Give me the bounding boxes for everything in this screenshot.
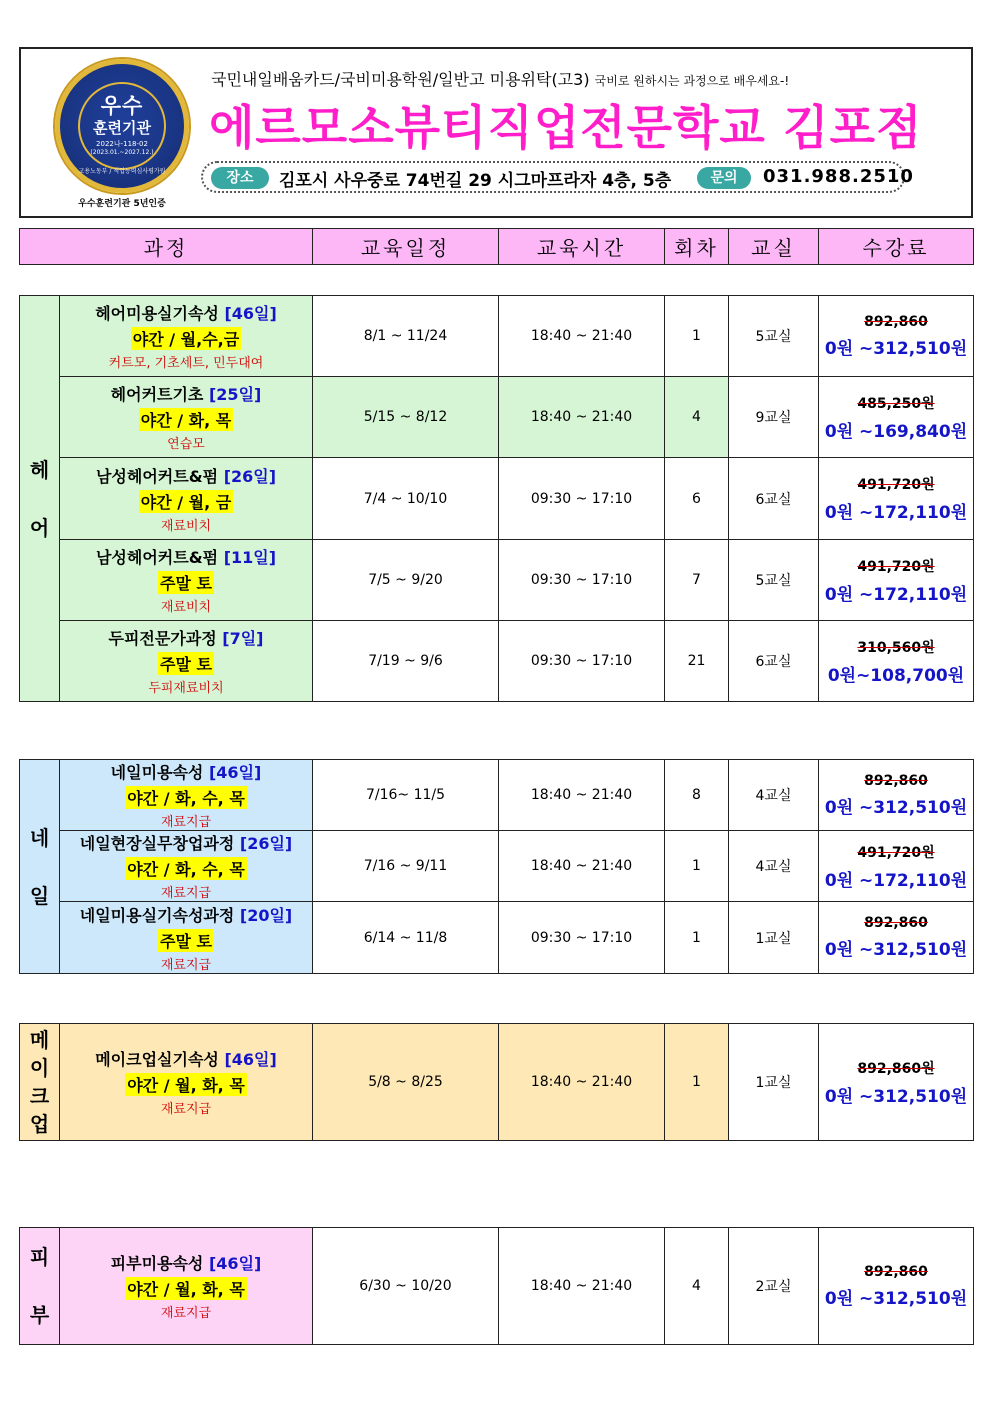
schedule-badge: 야간 / 월, 화, 목 — [125, 1277, 247, 1300]
course-cell — [60, 540, 313, 621]
course-days: [25일] — [208, 385, 262, 404]
room-cell: 5교실 — [729, 540, 819, 621]
room-cell: 6교실 — [729, 621, 819, 702]
round-cell: 4 — [665, 377, 729, 458]
section-table-1 — [19, 295, 974, 702]
period-cell: 7/5 ~ 9/20 — [313, 540, 499, 621]
course-cell — [60, 1024, 313, 1141]
fee-cell — [819, 760, 974, 831]
schedule-badge: 주말 토 — [158, 652, 214, 675]
course-title — [60, 464, 312, 487]
seal-line1: 우수 — [100, 94, 144, 118]
course-name: 네일미용속성 — [110, 763, 204, 782]
original-fee: 892,860 — [864, 1263, 928, 1280]
course-row — [20, 1024, 974, 1141]
course-row — [20, 540, 974, 621]
room-cell: 1교실 — [729, 1024, 819, 1141]
room-cell: 2교실 — [729, 1228, 819, 1345]
schedule-badge: 야간 / 화, 수, 목 — [125, 857, 247, 880]
material-note: 연습모 — [167, 437, 205, 452]
seal-ring-text: 고용노동부 / 직업능력심사평가원 — [78, 168, 166, 175]
round-cell: 7 — [665, 540, 729, 621]
category-char: 헤 — [29, 457, 50, 482]
tagline-small: 국비로 원하시는 과정으로 배우세요-! — [594, 74, 790, 88]
period-cell: 7/4 ~ 10/10 — [313, 458, 499, 540]
course-row — [20, 377, 974, 458]
course-title — [60, 1047, 312, 1070]
round-cell: 1 — [665, 1024, 729, 1141]
col-time: 교육시간 — [499, 229, 665, 265]
course-row — [20, 760, 974, 831]
discounted-fee: 0원~108,700원 — [827, 665, 965, 686]
course-title — [60, 831, 312, 854]
section-table-2 — [19, 759, 974, 974]
course-row — [20, 458, 974, 540]
tagline-text: 국민내일배움카드/국비미용학원/일반고 미용위탁(고3) — [211, 70, 590, 89]
course-title — [60, 903, 312, 926]
course-days: [46일] — [224, 1050, 277, 1069]
course-name: 네일현장실무창업과정 — [79, 834, 235, 853]
course-cell — [60, 621, 313, 702]
time-cell: 09:30 ~ 17:10 — [499, 458, 665, 540]
category-cell — [20, 1228, 60, 1345]
time-cell: 09:30 ~ 17:10 — [499, 540, 665, 621]
original-fee: 892,860원 — [857, 1060, 935, 1077]
fee-cell — [819, 296, 974, 377]
fee-cell — [819, 540, 974, 621]
round-cell: 8 — [665, 760, 729, 831]
category-cell — [20, 1024, 60, 1141]
discounted-fee: 0원 ~312,510원 — [824, 1288, 968, 1309]
schedule-badge: 주말 토 — [158, 929, 214, 952]
time-cell: 09:30 ~ 17:10 — [499, 621, 665, 702]
location-pill: 장소 — [211, 167, 269, 189]
course-title — [60, 626, 312, 649]
col-fee: 수강료 — [819, 229, 974, 265]
course-cell — [60, 760, 313, 831]
time-cell: 09:30 ~ 17:10 — [499, 902, 665, 974]
time-cell: 18:40 ~ 21:40 — [499, 1228, 665, 1345]
school-title: 에르모소뷰티직업전문학교 김포점 — [209, 101, 923, 156]
col-round: 회차 — [665, 229, 729, 265]
category-char: 크 — [29, 1084, 50, 1108]
original-fee: 892,860 — [864, 915, 928, 931]
room-cell: 4교실 — [729, 760, 819, 831]
course-days: [7일] — [222, 629, 264, 648]
discounted-fee: 0원 ~172,110원 — [824, 503, 968, 523]
schedule-badge: 야간 / 화, 목 — [139, 408, 233, 431]
discounted-fee: 0원 ~169,840원 — [824, 421, 968, 442]
original-fee: 491,720원 — [857, 477, 935, 493]
discounted-fee: 0원 ~312,510원 — [824, 797, 968, 818]
category-char: 네 — [29, 825, 50, 850]
course-name: 메이크업실기속성 — [95, 1050, 219, 1069]
course-title — [60, 545, 312, 568]
category-char: 부 — [29, 1303, 50, 1327]
material-note: 재료지급 — [160, 886, 212, 901]
original-fee: 491,720원 — [857, 558, 935, 575]
col-course: 과정 — [20, 229, 313, 265]
course-name: 피부미용속성 — [110, 1254, 204, 1273]
course-row — [20, 621, 974, 702]
course-name: 남성헤어커트&펌 — [95, 466, 219, 486]
tagline — [211, 67, 789, 90]
discounted-fee: 0원 ~312,510원 — [824, 338, 968, 359]
round-cell: 1 — [665, 831, 729, 902]
schedule-badge: 야간 / 화, 수, 목 — [125, 786, 247, 809]
course-days: [20일] — [239, 905, 293, 925]
course-days: [46일] — [208, 1254, 262, 1273]
discounted-fee: 0원 ~312,510원 — [824, 940, 968, 960]
material-note: 재료비치 — [160, 600, 212, 615]
period-cell: 7/16 ~ 9/11 — [313, 831, 499, 902]
material-note: 재료지급 — [160, 1306, 212, 1321]
course-cell — [60, 1228, 313, 1345]
course-name: 두피전문가과정 — [108, 629, 217, 648]
course-row — [20, 831, 974, 902]
room-cell: 9교실 — [729, 377, 819, 458]
course-days: [46일] — [208, 763, 262, 782]
schedule-badge: 주말 토 — [158, 571, 214, 594]
category-char: 일 — [29, 883, 50, 908]
course-name: 헤어커트기초 — [110, 385, 204, 404]
course-row — [20, 1228, 974, 1345]
fee-cell — [819, 621, 974, 702]
course-cell — [60, 458, 313, 540]
course-days: [11일] — [223, 548, 277, 567]
seal-line3: 2022나-118-02 — [96, 140, 148, 148]
period-cell: 6/30 ~ 10/20 — [313, 1228, 499, 1345]
course-days: [26일] — [239, 834, 293, 853]
fee-cell — [819, 831, 974, 902]
course-name: 네일미용실기속성과정 — [79, 905, 235, 925]
category-cell — [20, 760, 60, 974]
category-char: 업 — [29, 1112, 50, 1136]
course-cell — [60, 902, 313, 974]
col-period: 교육일정 — [313, 229, 499, 265]
fee-cell — [819, 458, 974, 540]
seal-caption: 우수훈련기관 5년인증 — [78, 199, 166, 209]
seal-line2: 훈련기관 — [93, 119, 151, 137]
fee-cell — [819, 902, 974, 974]
material-note: 커트모, 기초세트, 민두대여 — [108, 356, 264, 371]
course-cell — [60, 296, 313, 377]
fee-cell — [819, 1024, 974, 1141]
section-table-3 — [19, 1023, 974, 1141]
certification-seal-icon — [55, 59, 189, 193]
room-cell: 5교실 — [729, 296, 819, 377]
original-fee: 485,250원 — [857, 395, 935, 412]
category-char: 피 — [29, 1245, 50, 1269]
original-fee: 310,560원 — [857, 639, 935, 656]
round-cell: 1 — [665, 902, 729, 974]
course-title — [60, 760, 312, 783]
material-note: 재료지급 — [160, 1102, 212, 1117]
header-box — [19, 47, 973, 218]
time-cell: 18:40 ~ 21:40 — [499, 377, 665, 458]
schedule-badge: 야간 / 월,수,금 — [131, 327, 241, 350]
schedule-badge: 야간 / 월, 화, 목 — [125, 1073, 247, 1096]
time-cell: 18:40 ~ 21:40 — [499, 760, 665, 831]
period-cell: 5/15 ~ 8/12 — [313, 377, 499, 458]
time-cell: 18:40 ~ 21:40 — [499, 1024, 665, 1141]
course-name: 남성헤어커트&펌 — [95, 548, 219, 567]
discounted-fee: 0원 ~172,110원 — [824, 584, 968, 605]
category-char: 메 — [29, 1028, 50, 1052]
category-char: 어 — [29, 515, 50, 540]
period-cell: 7/16~ 11/5 — [313, 760, 499, 831]
material-note: 두피재료비치 — [148, 681, 224, 696]
round-cell: 1 — [665, 296, 729, 377]
period-cell: 5/8 ~ 8/25 — [313, 1024, 499, 1141]
course-cell — [60, 831, 313, 902]
course-title — [60, 1251, 312, 1274]
discounted-fee: 0원 ~312,510원 — [824, 1086, 968, 1107]
course-name: 헤어미용실기속성 — [95, 304, 219, 323]
time-cell: 18:40 ~ 21:40 — [499, 296, 665, 377]
phone-number: 031.988.2510 — [763, 166, 914, 187]
room-cell: 4교실 — [729, 831, 819, 902]
original-fee: 892,860 — [864, 313, 928, 330]
course-row — [20, 902, 974, 974]
category-char: 이 — [29, 1056, 50, 1080]
original-fee: 892,860 — [864, 772, 928, 789]
original-fee: 491,720원 — [857, 844, 935, 861]
round-cell: 4 — [665, 1228, 729, 1345]
round-cell: 6 — [665, 458, 729, 540]
address-bar — [201, 161, 914, 193]
fee-cell — [819, 1228, 974, 1345]
course-title — [60, 301, 312, 324]
schedule-badge: 야간 / 월, 금 — [139, 490, 233, 513]
fee-cell — [819, 377, 974, 458]
address-text: 김포시 사우중로 74번길 29 시그마프라자 4층, 5층 — [279, 171, 672, 191]
category-cell — [20, 296, 60, 702]
material-note: 재료지급 — [160, 957, 212, 973]
course-title — [60, 382, 312, 405]
round-cell: 21 — [665, 621, 729, 702]
period-cell: 6/14 ~ 11/8 — [313, 902, 499, 974]
discounted-fee: 0원 ~172,110원 — [824, 870, 968, 891]
period-cell: 8/1 ~ 11/24 — [313, 296, 499, 377]
column-header-table — [19, 228, 974, 265]
time-cell: 18:40 ~ 21:40 — [499, 831, 665, 902]
material-note: 재료비치 — [160, 518, 212, 534]
section-table-4 — [19, 1227, 974, 1345]
seal-line4: (2023.01.~2027.12.) — [90, 149, 154, 156]
room-cell: 6교실 — [729, 458, 819, 540]
course-days: [26일] — [223, 466, 277, 486]
course-cell — [60, 377, 313, 458]
course-days: [46일] — [224, 304, 277, 323]
course-row — [20, 296, 974, 377]
period-cell: 7/19 ~ 9/6 — [313, 621, 499, 702]
contact-pill: 문의 — [697, 167, 751, 189]
col-room: 교실 — [729, 229, 819, 265]
material-note: 재료지급 — [160, 815, 212, 830]
room-cell: 1교실 — [729, 902, 819, 974]
